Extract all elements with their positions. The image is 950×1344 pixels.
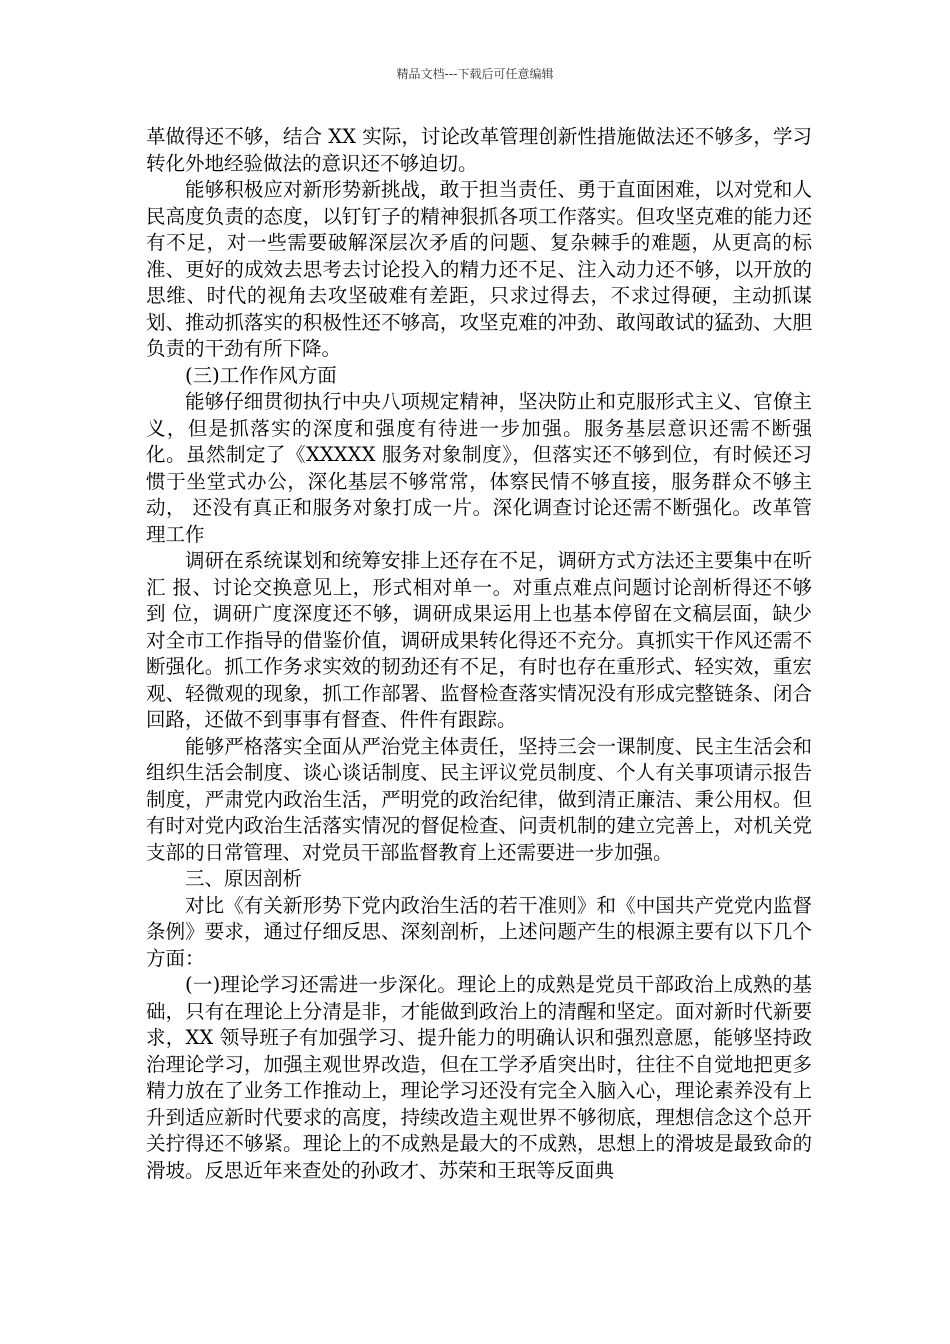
paragraph: 革做得还不够，结合 XX 实际，讨论改革管理创新性措施做法还不够多，学习转化外地经验做法的意识还不够迫切。 xyxy=(146,125,812,175)
section-heading: 三、原因剖析 xyxy=(185,867,303,890)
paragraph: 调研在系统谋划和统筹安排上还存在不足，调研方式方法还主要集中在听汇 报、讨论交换意见上，形式相对单一。对重点难点问题讨论剖析得还不够到 位，调研广度深度还不够，调研成果运用上也基本停留在文稿层面，缺少对全市工作指导的借鉴价值，调研成果转化得还不充分。真抓实干作风还需不断强化。抓工作务求实效的韧劲还有不足，有时也存在重形式、轻实效，重宏观、轻微观的现象，抓工作部署、监督检查落实情况没有形成完整链条、闭合回路，还做不到事事有督查、件件有跟踪。 xyxy=(146,549,812,731)
paragraph: (一)理论学习还需进一步深化。理论上的成熟是党员干部政治上成熟的基础，只有在理论上分清是非，才能做到政治上的清醒和坚定。面对新时代新要求，XX 领导班子有加强学习、提升能力的明确认识和强烈意愿，能够坚持政治理论学习，加强主观世界改造，但在工学矛盾突出时，往往不自觉地把更多精力放在了业务工作推动上，理论学习还没有完全入脑入心，理论素养没有上升到适应新时代要求的高度，持续改造主观世界不够彻底，理想信念这个总开关拧得还不够紧。理论上的不成熟是最大的不成熟，思想上的滑坡是最致命的滑坡。反思近年来查处的孙政才、苏荣和王珉等反面典 xyxy=(146,973,812,1182)
paragraph: 对比《有关新形势下党内政治生活的若干准则》和《中国共产党党内监督条例》要求，通过仔细反思、深刻剖析，上述问题产生的根源主要有以下几个方面： xyxy=(146,893,812,970)
paragraph: 能够积极应对新形势新挑战，敢于担当责任、勇于直面困难，以对党和人民高度负责的态度，以钉钉子的精神狠抓各项工作落实。但攻坚克难的能力还有不足，对一些需要破解深层次矛盾的问题、复杂棘手的难题，从更高的标准、更好的成效去思考去讨论投入的精力还不足、注入动力还不够，以开放的思维、时代的视角去攻坚破难有差距，只求过得去，不求过得硬，主动抓谋 划、推动抓落实的积极性还不够高，攻坚克难的冲劲、敢闯敢试的猛劲、大胆负责的干劲有所下降。 xyxy=(146,178,812,360)
document-body xyxy=(146,124,812,1184)
page-header: 精品文档---下载后可任意编辑 xyxy=(396,67,554,81)
paragraph: 能够严格落实全面从严治党主体责任，坚持三会一课制度、民主生活会和组织生活会制度、谈心谈话制度、民主评议党员制度、个人有关事项请示报告制度，严肃党内政治生活，严明党的政治纪律，做到清正廉洁、秉公用权。但有时对党内政治生活落实情况的督促检查、问责机制的建立完善上，对机关党支部的日常管理、对党员干部监督教育上还需要进一步加强。 xyxy=(146,734,812,864)
section-heading: (三)工作作风方面 xyxy=(185,363,337,387)
paragraph: 能够仔细贯彻执行中央八项规定精神，坚决防止和克服形式主义、官僚主义，但是抓落实的深度和强度有待进一步加强。服务基层意识还需不断强 化。虽然制定了《XXXXX 服务对象制度》，但落实还不够到位，有时候还习惯于坐堂式办公，深化基层不够常常，体察民情不够直接，服务群众不够主动， 还没有真正和服务对象打成一片。深化调查讨论还需不断强化。改革管理工作 xyxy=(146,390,812,546)
